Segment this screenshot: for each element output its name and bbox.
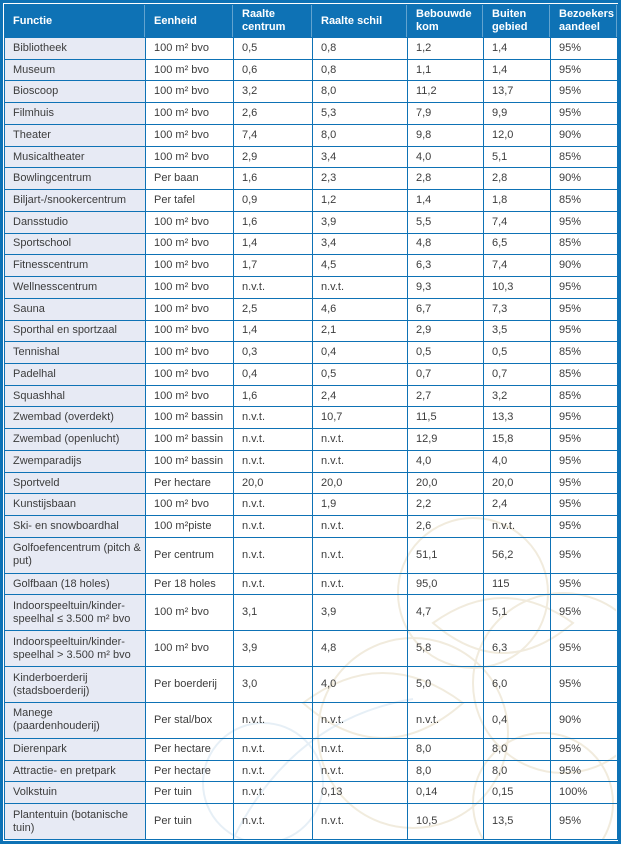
- data-cell-eenheid: Per tuin: [146, 782, 234, 804]
- row-label-cell: Bibliotheek: [5, 38, 146, 60]
- data-cell-raalte-centrum: n.v.t.: [234, 573, 313, 595]
- data-cell-eenheid: 100 m² bvo: [146, 342, 234, 364]
- data-cell-bezoekers-aandeel: 95%: [551, 81, 618, 103]
- data-cell-eenheid: Per 18 holes: [146, 573, 234, 595]
- table-row: [5, 407, 618, 429]
- data-cell-raalte-schil: 2,1: [313, 320, 408, 342]
- table-row: [5, 190, 618, 212]
- row-label-cell: Dierenpark: [5, 738, 146, 760]
- table-row: [5, 211, 618, 233]
- data-cell-eenheid: 100 m² bvo: [146, 298, 234, 320]
- data-cell-bebouwde-kom: 5,8: [408, 631, 484, 667]
- data-cell-bebouwde-kom: 0,5: [408, 342, 484, 364]
- row-label-cell: Dansstudio: [5, 211, 146, 233]
- data-cell-bebouwde-kom: 1,2: [408, 38, 484, 60]
- data-cell-buiten-gebied: 8,0: [484, 738, 551, 760]
- row-label-cell: Volkstuin: [5, 782, 146, 804]
- data-cell-raalte-schil: 0,8: [313, 59, 408, 81]
- column-header-buiten-gebied: Buiten gebied: [484, 5, 551, 38]
- table-row: [5, 59, 618, 81]
- data-cell-eenheid: 100 m² bvo: [146, 59, 234, 81]
- data-cell-raalte-centrum: 1,4: [234, 320, 313, 342]
- data-cell-buiten-gebied: 1,4: [484, 59, 551, 81]
- table-row: [5, 804, 618, 840]
- table-row: [5, 298, 618, 320]
- table-row: [5, 385, 618, 407]
- data-cell-raalte-schil: 3,4: [313, 146, 408, 168]
- data-cell-buiten-gebied: 20,0: [484, 472, 551, 494]
- data-cell-raalte-centrum: n.v.t.: [234, 760, 313, 782]
- row-label-cell: Zwembad (overdekt): [5, 407, 146, 429]
- table-row: [5, 782, 618, 804]
- data-cell-raalte-centrum: n.v.t.: [234, 738, 313, 760]
- data-cell-raalte-centrum: 1,4: [234, 233, 313, 255]
- data-cell-raalte-centrum: 2,5: [234, 298, 313, 320]
- table-row: [5, 320, 618, 342]
- data-cell-eenheid: 100 m² bassin: [146, 450, 234, 472]
- data-cell-buiten-gebied: 15,8: [484, 429, 551, 451]
- data-cell-raalte-schil: n.v.t.: [313, 738, 408, 760]
- data-cell-raalte-schil: n.v.t.: [313, 429, 408, 451]
- table-row: [5, 494, 618, 516]
- row-label-cell: Indoorspeeltuin/kinder-speelhal > 3.500 m² bvo: [5, 631, 146, 667]
- data-cell-raalte-centrum: n.v.t.: [234, 450, 313, 472]
- data-cell-raalte-schil: 20,0: [313, 472, 408, 494]
- data-cell-buiten-gebied: 7,3: [484, 298, 551, 320]
- table-row: [5, 760, 618, 782]
- data-cell-raalte-centrum: 3,0: [234, 667, 313, 703]
- data-cell-buiten-gebied: 7,4: [484, 211, 551, 233]
- data-cell-raalte-schil: 2,3: [313, 168, 408, 190]
- data-cell-buiten-gebied: 4,0: [484, 450, 551, 472]
- data-cell-eenheid: 100 m² bassin: [146, 407, 234, 429]
- data-cell-raalte-schil: n.v.t.: [313, 537, 408, 573]
- data-cell-raalte-schil: 8,0: [313, 124, 408, 146]
- data-cell-buiten-gebied: 1,8: [484, 190, 551, 212]
- data-cell-raalte-schil: 4,5: [313, 255, 408, 277]
- data-cell-buiten-gebied: 3,5: [484, 320, 551, 342]
- data-cell-raalte-schil: n.v.t.: [313, 450, 408, 472]
- data-cell-raalte-schil: 4,6: [313, 298, 408, 320]
- data-cell-eenheid: Per baan: [146, 168, 234, 190]
- table-row: [5, 667, 618, 703]
- data-cell-bezoekers-aandeel: 90%: [551, 124, 618, 146]
- data-cell-bebouwde-kom: 4,0: [408, 146, 484, 168]
- table-row: [5, 429, 618, 451]
- row-label-cell: Sauna: [5, 298, 146, 320]
- data-cell-bezoekers-aandeel: 95%: [551, 494, 618, 516]
- data-cell-buiten-gebied: 8,0: [484, 760, 551, 782]
- row-label-cell: Kinderboerderij (stadsboerderij): [5, 667, 146, 703]
- data-cell-buiten-gebied: 13,3: [484, 407, 551, 429]
- row-label-cell: Indoorspeeltuin/kinder-speelhal ≤ 3.500 m² bvo: [5, 595, 146, 631]
- data-cell-raalte-schil: n.v.t.: [313, 804, 408, 840]
- table-row: [5, 233, 618, 255]
- data-cell-bebouwde-kom: 2,6: [408, 516, 484, 538]
- data-cell-bezoekers-aandeel: 95%: [551, 450, 618, 472]
- data-cell-raalte-schil: 3,4: [313, 233, 408, 255]
- data-cell-bebouwde-kom: n.v.t.: [408, 703, 484, 739]
- data-cell-bebouwde-kom: 5,5: [408, 211, 484, 233]
- data-cell-raalte-centrum: 1,7: [234, 255, 313, 277]
- data-cell-bezoekers-aandeel: 90%: [551, 703, 618, 739]
- data-cell-eenheid: 100 m²piste: [146, 516, 234, 538]
- data-cell-bezoekers-aandeel: 90%: [551, 255, 618, 277]
- data-cell-raalte-centrum: n.v.t.: [234, 516, 313, 538]
- data-cell-eenheid: 100 m² bvo: [146, 320, 234, 342]
- row-label-cell: Sportschool: [5, 233, 146, 255]
- data-cell-bezoekers-aandeel: 85%: [551, 385, 618, 407]
- data-cell-buiten-gebied: 10,3: [484, 277, 551, 299]
- data-cell-raalte-centrum: 7,4: [234, 124, 313, 146]
- data-cell-raalte-schil: 3,9: [313, 211, 408, 233]
- data-cell-buiten-gebied: 56,2: [484, 537, 551, 573]
- data-cell-bezoekers-aandeel: 95%: [551, 277, 618, 299]
- data-cell-raalte-schil: 0,13: [313, 782, 408, 804]
- data-cell-bezoekers-aandeel: 95%: [551, 804, 618, 840]
- data-cell-eenheid: 100 m² bvo: [146, 81, 234, 103]
- table-row: [5, 472, 618, 494]
- data-cell-bebouwde-kom: 8,0: [408, 738, 484, 760]
- data-cell-bebouwde-kom: 1,1: [408, 59, 484, 81]
- data-cell-raalte-schil: n.v.t.: [313, 277, 408, 299]
- data-cell-eenheid: 100 m² bvo: [146, 494, 234, 516]
- table-row: [5, 255, 618, 277]
- data-cell-eenheid: Per tuin: [146, 804, 234, 840]
- data-cell-eenheid: Per hectare: [146, 738, 234, 760]
- data-cell-bebouwde-kom: 9,3: [408, 277, 484, 299]
- data-cell-buiten-gebied: 13,5: [484, 804, 551, 840]
- data-cell-eenheid: Per tafel: [146, 190, 234, 212]
- row-label-cell: Sportveld: [5, 472, 146, 494]
- data-cell-raalte-centrum: 20,0: [234, 472, 313, 494]
- table-row: [5, 631, 618, 667]
- data-cell-raalte-centrum: 0,3: [234, 342, 313, 364]
- data-cell-bezoekers-aandeel: 100%: [551, 782, 618, 804]
- data-cell-bezoekers-aandeel: 95%: [551, 38, 618, 60]
- row-label-cell: Bioscoop: [5, 81, 146, 103]
- row-label-cell: Filmhuis: [5, 103, 146, 125]
- data-cell-eenheid: 100 m² bvo: [146, 595, 234, 631]
- row-label-cell: Museum: [5, 59, 146, 81]
- data-cell-bebouwde-kom: 7,9: [408, 103, 484, 125]
- data-cell-eenheid: 100 m² bvo: [146, 38, 234, 60]
- data-cell-raalte-centrum: 0,9: [234, 190, 313, 212]
- data-cell-bezoekers-aandeel: 85%: [551, 364, 618, 386]
- data-cell-bebouwde-kom: 95,0: [408, 573, 484, 595]
- data-cell-eenheid: Per centrum: [146, 537, 234, 573]
- data-cell-buiten-gebied: 1,4: [484, 38, 551, 60]
- row-label-cell: Zwemparadijs: [5, 450, 146, 472]
- data-cell-eenheid: 100 m² bvo: [146, 103, 234, 125]
- data-cell-eenheid: 100 m² bvo: [146, 364, 234, 386]
- table-row: [5, 516, 618, 538]
- data-cell-bebouwde-kom: 20,0: [408, 472, 484, 494]
- row-label-cell: Bowlingcentrum: [5, 168, 146, 190]
- data-cell-bebouwde-kom: 8,0: [408, 760, 484, 782]
- data-cell-raalte-centrum: 3,9: [234, 631, 313, 667]
- data-cell-raalte-schil: n.v.t.: [313, 573, 408, 595]
- data-cell-bezoekers-aandeel: 95%: [551, 631, 618, 667]
- data-cell-bezoekers-aandeel: 95%: [551, 516, 618, 538]
- data-cell-raalte-schil: 1,2: [313, 190, 408, 212]
- data-cell-eenheid: 100 m² bvo: [146, 146, 234, 168]
- row-label-cell: Squashhal: [5, 385, 146, 407]
- table-row: [5, 537, 618, 573]
- row-label-cell: Ski- en snowboardhal: [5, 516, 146, 538]
- data-cell-eenheid: 100 m² bvo: [146, 124, 234, 146]
- data-cell-raalte-schil: n.v.t.: [313, 703, 408, 739]
- data-cell-bebouwde-kom: 2,8: [408, 168, 484, 190]
- data-cell-bebouwde-kom: 5,0: [408, 667, 484, 703]
- data-cell-bezoekers-aandeel: 95%: [551, 472, 618, 494]
- data-cell-raalte-centrum: n.v.t.: [234, 537, 313, 573]
- data-cell-eenheid: Per boerderij: [146, 667, 234, 703]
- table-row: [5, 103, 618, 125]
- data-cell-eenheid: 100 m² bassin: [146, 429, 234, 451]
- data-cell-bebouwde-kom: 12,9: [408, 429, 484, 451]
- table-row: [5, 573, 618, 595]
- data-cell-raalte-centrum: n.v.t.: [234, 277, 313, 299]
- data-cell-bezoekers-aandeel: 95%: [551, 537, 618, 573]
- data-cell-bezoekers-aandeel: 95%: [551, 211, 618, 233]
- data-cell-bezoekers-aandeel: 95%: [551, 429, 618, 451]
- table-row: [5, 595, 618, 631]
- data-cell-bebouwde-kom: 1,4: [408, 190, 484, 212]
- data-cell-bebouwde-kom: 0,14: [408, 782, 484, 804]
- data-cell-bezoekers-aandeel: 85%: [551, 146, 618, 168]
- data-cell-eenheid: 100 m² bvo: [146, 385, 234, 407]
- data-cell-buiten-gebied: 0,4: [484, 703, 551, 739]
- data-cell-raalte-centrum: 2,9: [234, 146, 313, 168]
- row-label-cell: Golfoefencentrum (pitch & put): [5, 537, 146, 573]
- row-label-cell: Fitnesscentrum: [5, 255, 146, 277]
- data-cell-raalte-centrum: 0,5: [234, 38, 313, 60]
- table-header: [5, 5, 618, 38]
- column-header-bebouwde-kom: Bebouwde kom: [408, 5, 484, 38]
- data-cell-raalte-schil: 5,3: [313, 103, 408, 125]
- data-cell-eenheid: 100 m² bvo: [146, 631, 234, 667]
- column-header-functie: Functie: [5, 5, 146, 38]
- data-cell-bezoekers-aandeel: 95%: [551, 103, 618, 125]
- data-cell-bezoekers-aandeel: 95%: [551, 320, 618, 342]
- data-cell-buiten-gebied: 6,5: [484, 233, 551, 255]
- data-cell-eenheid: 100 m² bvo: [146, 211, 234, 233]
- data-cell-bebouwde-kom: 51,1: [408, 537, 484, 573]
- data-cell-buiten-gebied: 12,0: [484, 124, 551, 146]
- data-cell-eenheid: Per stal/box: [146, 703, 234, 739]
- table-row: [5, 703, 618, 739]
- row-label-cell: Padelhal: [5, 364, 146, 386]
- data-cell-raalte-centrum: 0,6: [234, 59, 313, 81]
- data-cell-eenheid: Per hectare: [146, 472, 234, 494]
- column-header-raalte-schil: Raalte schil: [313, 5, 408, 38]
- row-label-cell: Musicaltheater: [5, 146, 146, 168]
- data-cell-bezoekers-aandeel: 95%: [551, 738, 618, 760]
- row-label-cell: Kunstijsbaan: [5, 494, 146, 516]
- table-row: [5, 342, 618, 364]
- data-cell-bezoekers-aandeel: 85%: [551, 233, 618, 255]
- data-cell-buiten-gebied: 6,0: [484, 667, 551, 703]
- row-label-cell: Wellnesscentrum: [5, 277, 146, 299]
- data-cell-raalte-centrum: 3,2: [234, 81, 313, 103]
- data-cell-buiten-gebied: 115: [484, 573, 551, 595]
- parking-norms-table: [4, 4, 618, 840]
- data-cell-raalte-centrum: 1,6: [234, 168, 313, 190]
- data-cell-raalte-schil: 8,0: [313, 81, 408, 103]
- data-cell-raalte-centrum: n.v.t.: [234, 494, 313, 516]
- data-cell-raalte-schil: 0,5: [313, 364, 408, 386]
- data-cell-buiten-gebied: 3,2: [484, 385, 551, 407]
- data-cell-buiten-gebied: 0,7: [484, 364, 551, 386]
- row-label-cell: Biljart-/snookercentrum: [5, 190, 146, 212]
- data-cell-bebouwde-kom: 4,8: [408, 233, 484, 255]
- data-cell-bezoekers-aandeel: 95%: [551, 573, 618, 595]
- data-cell-raalte-centrum: 1,6: [234, 385, 313, 407]
- data-cell-bebouwde-kom: 2,9: [408, 320, 484, 342]
- data-cell-buiten-gebied: n.v.t.: [484, 516, 551, 538]
- data-cell-buiten-gebied: 9,9: [484, 103, 551, 125]
- data-cell-bebouwde-kom: 10,5: [408, 804, 484, 840]
- data-cell-bezoekers-aandeel: 95%: [551, 298, 618, 320]
- data-cell-bebouwde-kom: 2,2: [408, 494, 484, 516]
- data-cell-bebouwde-kom: 4,0: [408, 450, 484, 472]
- column-header-eenheid: Eenheid: [146, 5, 234, 38]
- data-cell-bezoekers-aandeel: 85%: [551, 190, 618, 212]
- data-cell-eenheid: 100 m² bvo: [146, 255, 234, 277]
- header-row: [5, 5, 618, 38]
- data-cell-raalte-centrum: 1,6: [234, 211, 313, 233]
- data-cell-raalte-schil: 4,0: [313, 667, 408, 703]
- data-cell-buiten-gebied: 0,5: [484, 342, 551, 364]
- row-label-cell: Golfbaan (18 holes): [5, 573, 146, 595]
- data-cell-raalte-schil: 2,4: [313, 385, 408, 407]
- column-header-raalte-centrum: Raalte centrum: [234, 5, 313, 38]
- data-cell-bebouwde-kom: 9,8: [408, 124, 484, 146]
- data-cell-raalte-schil: 4,8: [313, 631, 408, 667]
- data-cell-bebouwde-kom: 11,2: [408, 81, 484, 103]
- row-label-cell: Manege (paardenhouderij): [5, 703, 146, 739]
- data-cell-raalte-centrum: 2,6: [234, 103, 313, 125]
- data-cell-eenheid: Per hectare: [146, 760, 234, 782]
- table-row: [5, 168, 618, 190]
- data-cell-bebouwde-kom: 11,5: [408, 407, 484, 429]
- table-row: [5, 38, 618, 60]
- data-cell-bezoekers-aandeel: 95%: [551, 760, 618, 782]
- table-row: [5, 277, 618, 299]
- data-cell-bezoekers-aandeel: 95%: [551, 667, 618, 703]
- data-cell-raalte-centrum: 3,1: [234, 595, 313, 631]
- data-cell-raalte-schil: 0,8: [313, 38, 408, 60]
- row-label-cell: Plantentuin (botanische tuin): [5, 804, 146, 840]
- data-cell-eenheid: 100 m² bvo: [146, 233, 234, 255]
- data-cell-bezoekers-aandeel: 90%: [551, 168, 618, 190]
- row-label-cell: Theater: [5, 124, 146, 146]
- data-cell-raalte-schil: n.v.t.: [313, 760, 408, 782]
- row-label-cell: Attractie- en pretpark: [5, 760, 146, 782]
- data-cell-buiten-gebied: 13,7: [484, 81, 551, 103]
- data-cell-raalte-centrum: n.v.t.: [234, 407, 313, 429]
- data-cell-raalte-schil: 0,4: [313, 342, 408, 364]
- data-cell-bebouwde-kom: 6,3: [408, 255, 484, 277]
- data-cell-buiten-gebied: 2,4: [484, 494, 551, 516]
- data-cell-buiten-gebied: 5,1: [484, 146, 551, 168]
- data-cell-raalte-schil: n.v.t.: [313, 516, 408, 538]
- row-label-cell: Sporthal en sportzaal: [5, 320, 146, 342]
- table-row: [5, 81, 618, 103]
- data-cell-bebouwde-kom: 4,7: [408, 595, 484, 631]
- data-cell-raalte-schil: 1,9: [313, 494, 408, 516]
- data-cell-raalte-centrum: n.v.t.: [234, 429, 313, 451]
- data-cell-buiten-gebied: 7,4: [484, 255, 551, 277]
- data-cell-bezoekers-aandeel: 95%: [551, 407, 618, 429]
- data-cell-raalte-schil: 10,7: [313, 407, 408, 429]
- data-cell-bezoekers-aandeel: 85%: [551, 342, 618, 364]
- data-cell-raalte-centrum: 0,4: [234, 364, 313, 386]
- row-label-cell: Tennishal: [5, 342, 146, 364]
- data-cell-raalte-schil: 3,9: [313, 595, 408, 631]
- table-row: [5, 450, 618, 472]
- table-row: [5, 364, 618, 386]
- data-cell-bebouwde-kom: 6,7: [408, 298, 484, 320]
- data-cell-raalte-centrum: n.v.t.: [234, 703, 313, 739]
- table-row: [5, 124, 618, 146]
- data-cell-bebouwde-kom: 2,7: [408, 385, 484, 407]
- table-body: [5, 38, 618, 840]
- column-header-bezoekers-aandeel: Bezoekers aandeel: [551, 5, 618, 38]
- table-row: [5, 738, 618, 760]
- table-row: [5, 146, 618, 168]
- data-cell-bebouwde-kom: 0,7: [408, 364, 484, 386]
- data-cell-bezoekers-aandeel: 95%: [551, 59, 618, 81]
- data-cell-eenheid: 100 m² bvo: [146, 277, 234, 299]
- row-label-cell: Zwembad (openlucht): [5, 429, 146, 451]
- data-cell-bezoekers-aandeel: 95%: [551, 595, 618, 631]
- data-cell-raalte-centrum: n.v.t.: [234, 804, 313, 840]
- data-cell-buiten-gebied: 5,1: [484, 595, 551, 631]
- data-cell-buiten-gebied: 0,15: [484, 782, 551, 804]
- data-cell-raalte-centrum: n.v.t.: [234, 782, 313, 804]
- data-cell-buiten-gebied: 6,3: [484, 631, 551, 667]
- data-cell-buiten-gebied: 2,8: [484, 168, 551, 190]
